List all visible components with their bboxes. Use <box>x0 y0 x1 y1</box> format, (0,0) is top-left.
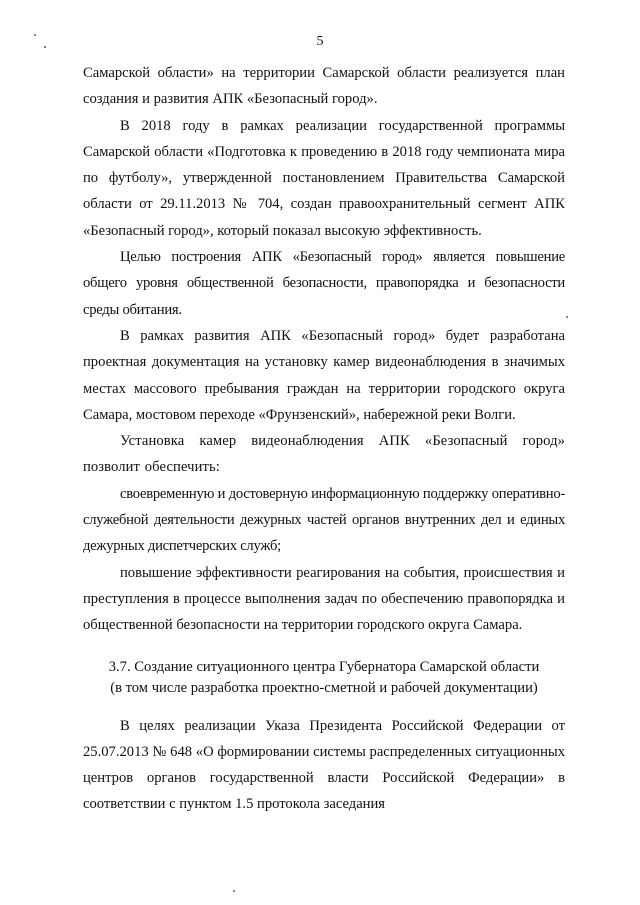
paragraph-development: В рамках развития АПК «Безопасный город» будет разработана проектная документация на установку камер видеонаблюдения в значимых местах массового пребывания граждан на территории городского округа Самара, мостовом переходе «Фрунзенский», набережной реки Волги. <box>83 327 565 423</box>
scan-speck <box>566 316 568 318</box>
paragraph-situation-center: В целях реализации Указа Президента Российской Федерации от 25.07.2013 № 648 «О формировании системы распределенных ситуационных центров органов государственной власти Российской Федерации» в соответствии с пунктом 1.5 протокола заседания <box>83 717 565 813</box>
paragraph-goal: Целью построения АПК «Безопасный город» является повышение общего уровня общественной безопасности, правопорядка и безопасности среды обитания. <box>83 249 565 318</box>
section-heading-line-1: 3.7. Создание ситуационного центра Губернатора Самарской области <box>108 658 540 675</box>
section-heading <box>83 657 565 699</box>
list-item-response-efficiency: повышение эффективности реагирования на события, происшествия и преступления в процессе выполнения задач по обеспечению правопорядка и общественной безопасности на территории городского округа Самара. <box>83 564 565 634</box>
list-item-info-support: своевременную и достоверную информационную поддержку оперативно-служебной деятельности дежурных частей органов внутренних дел и единых дежурных диспетчерских служб; <box>83 485 565 555</box>
section-heading-line-2: (в том числе разработка проектно-сметной и рабочей документации) <box>110 679 538 696</box>
scan-speck <box>233 890 235 892</box>
paragraph-cameras: Установка камер видеонаблюдения АПК «Безопасный город» позволит обеспечить: <box>83 433 565 476</box>
scan-speck <box>34 34 36 36</box>
document-body <box>83 60 565 818</box>
scan-speck <box>44 46 46 48</box>
paragraph-intro-continuation: Самарской области» на территории Самарской области реализуется план создания и развития АПК «Безопасный город». <box>83 65 565 108</box>
page-number: 5 <box>316 34 324 49</box>
paragraph-2018-program: В 2018 году в рамках реализации государственной программы Самарской области «Подготовка к проведению в 2018 году чемпионата мира по футболу», утвержденной постановлением Правительства Самарской области от 29.11.2013 № 704, создан правоохранительный сегмент АПК «Безопасный город», который показал высокую эффективность. <box>83 117 565 239</box>
